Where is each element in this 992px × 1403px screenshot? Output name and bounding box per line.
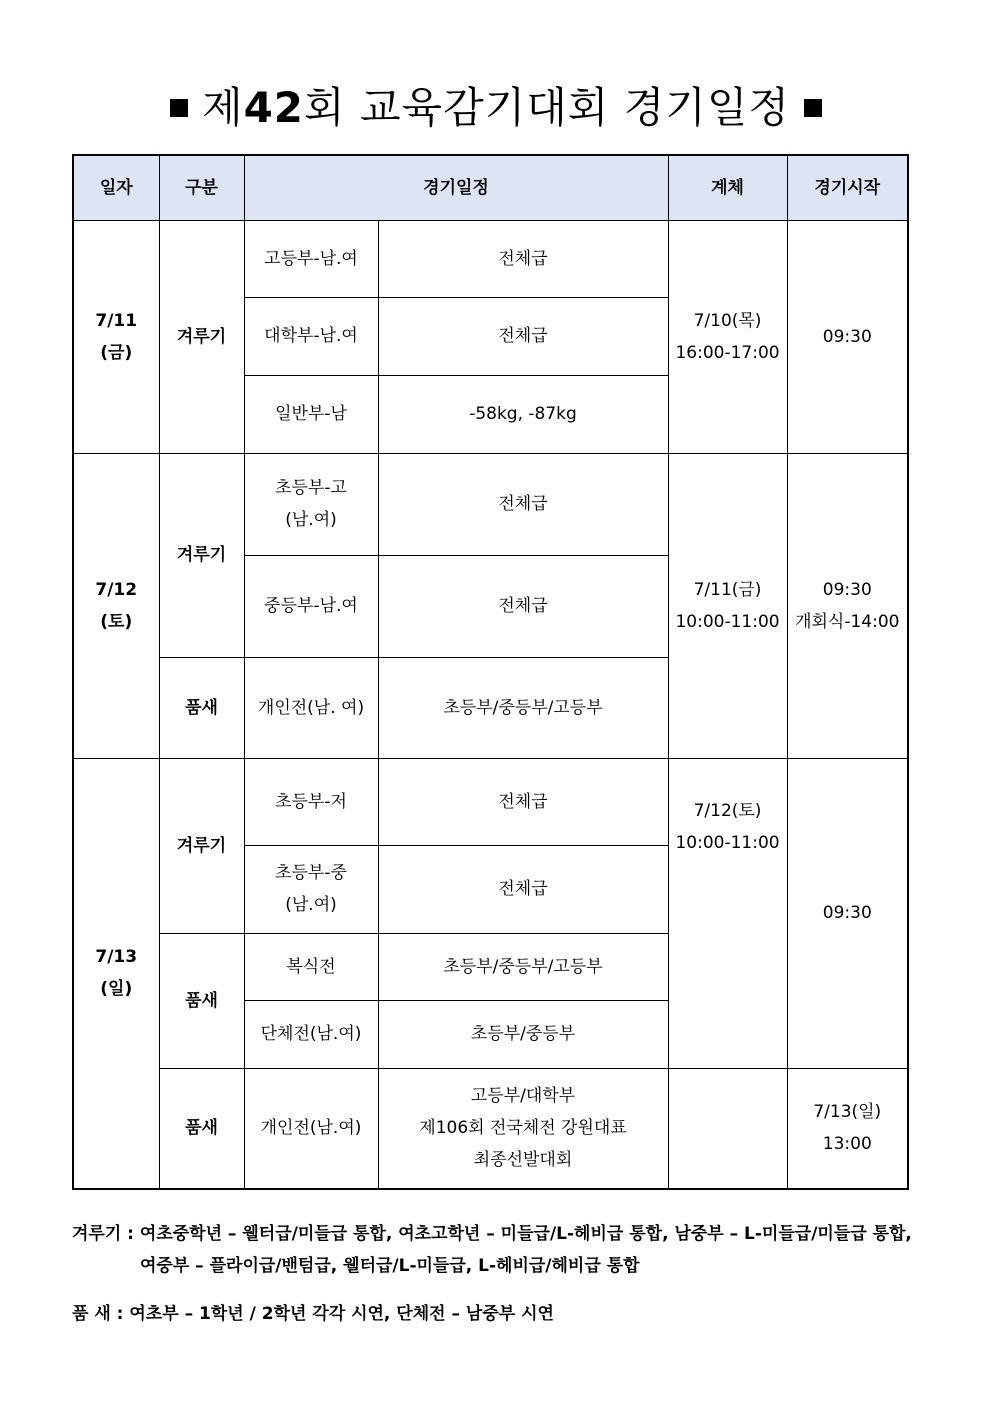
division-cell: 개인전(남. 여): [244, 657, 378, 758]
division-cell: 일반부-남: [244, 375, 378, 453]
division-cell: 복식전: [244, 933, 378, 1000]
category-cell: 품새: [159, 1068, 244, 1189]
schedule-table: [72, 154, 909, 1190]
start-date: 7/13(일): [813, 1102, 882, 1123]
event-cell: 초등부/중등부/고등부: [378, 933, 668, 1000]
weighin-time: 10:00-11:00: [675, 832, 780, 853]
date-dow: (토): [100, 611, 133, 632]
start-cell: [787, 453, 908, 758]
event-cell: [378, 1068, 668, 1189]
table-row: [73, 453, 908, 555]
category-cell: 품새: [159, 657, 244, 758]
date-cell: [73, 453, 159, 758]
notes: [72, 1218, 952, 1330]
event-line: 제106회 전국체전 강원대표: [419, 1118, 627, 1139]
weighin-date: 7/10(목): [693, 310, 762, 331]
header-weighin: 계체: [668, 155, 787, 220]
division-cell: [244, 453, 378, 555]
category-cell: 품새: [159, 933, 244, 1068]
event-cell: 초등부/중등부: [378, 1000, 668, 1068]
date-cell: [73, 758, 159, 1189]
weighin-date: 7/11(금): [693, 579, 762, 600]
division-cell: 대학부-남.여: [244, 297, 378, 375]
division-line: (남.여): [285, 510, 337, 530]
date-value: 7/11: [95, 310, 138, 331]
event-line: 고등부/대학부: [470, 1086, 576, 1107]
page-title: [0, 82, 992, 134]
weighin-cell: [668, 453, 787, 758]
header-category: 구분: [159, 155, 244, 220]
division-line: (남.여): [285, 895, 337, 915]
event-cell: 초등부/중등부/고등부: [378, 657, 668, 758]
division-cell: 단체전(남.여): [244, 1000, 378, 1068]
event-cell: 전체급: [378, 845, 668, 933]
event-cell: 전체급: [378, 555, 668, 657]
date-value: 7/12: [95, 579, 138, 600]
division-line: 초등부-중: [275, 863, 347, 883]
division-cell: 초등부-저: [244, 758, 378, 845]
weighin-cell: [668, 1068, 787, 1189]
header-date: 일자: [73, 155, 159, 220]
weighin-date: 7/12(토): [693, 800, 762, 821]
weighin-cell: [668, 758, 787, 1068]
start-cell: [787, 1068, 908, 1189]
division-cell: 중등부-남.여: [244, 555, 378, 657]
title-number: 42: [243, 83, 305, 132]
table-row: [73, 1068, 908, 1189]
weighin-time: 16:00-17:00: [675, 342, 780, 363]
start-cell: 09:30: [787, 220, 908, 453]
note-kyorugi-line1: 겨루기 : 여초중학년 – 웰터급/미들급 통합, 여초고학년 – 미들급/L-헤비급 통합, 남중부 – L-미들급/미들급 통합,: [72, 1224, 912, 1244]
table-row: [73, 758, 908, 845]
division-cell: 고등부-남.여: [244, 220, 378, 297]
start-time: 13:00: [822, 1134, 872, 1155]
note-kyorugi-line2: 여중부 – 플라이급/밴텀급, 웰터급/L-미들급, L-헤비급/헤비급 통합: [140, 1256, 640, 1276]
ceremony-time: 개회식-14:00: [795, 611, 900, 632]
table-row: [73, 220, 908, 297]
square-bullet-icon: [170, 99, 188, 117]
date-dow: (금): [100, 342, 133, 363]
event-cell: 전체급: [378, 758, 668, 845]
date-dow: (일): [100, 979, 133, 1000]
start-cell: 09:30: [787, 758, 908, 1068]
division-cell: [244, 845, 378, 933]
date-value: 7/13: [95, 947, 138, 968]
event-cell: 전체급: [378, 297, 668, 375]
square-bullet-icon: [804, 99, 822, 117]
category-cell: 겨루기: [159, 453, 244, 657]
category-cell: 겨루기: [159, 758, 244, 933]
note-poomsae: 품 새 : 여초부 – 1학년 / 2학년 각각 시연, 단체전 – 남중부 시연: [72, 1304, 554, 1324]
title-prefix: 제: [201, 83, 244, 132]
header-row: [73, 155, 908, 220]
title-suffix: 회 교육감기대회 경기일정: [304, 83, 791, 132]
header-start: 경기시작: [787, 155, 908, 220]
event-cell: 전체급: [378, 453, 668, 555]
division-cell: 개인전(남.여): [244, 1068, 378, 1189]
event-cell: -58kg, -87kg: [378, 375, 668, 453]
event-cell: 전체급: [378, 220, 668, 297]
event-line: 최종선발대회: [473, 1150, 573, 1171]
weighin-time: 10:00-11:00: [675, 611, 780, 632]
weighin-cell: [668, 220, 787, 453]
header-schedule: 경기일정: [244, 155, 668, 220]
date-cell: [73, 220, 159, 453]
division-line: 초등부-고: [275, 478, 347, 498]
category-cell: 겨루기: [159, 220, 244, 453]
start-time: 09:30: [822, 579, 872, 600]
